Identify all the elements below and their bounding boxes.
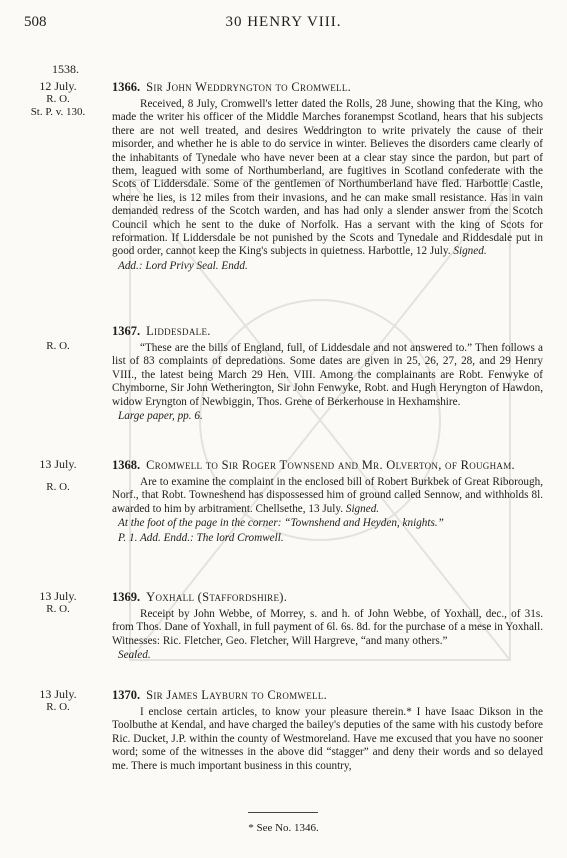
entry-text-end: Signed. bbox=[345, 502, 380, 515]
footnote: * See No. 1346. bbox=[248, 822, 319, 834]
entry-source: R. O. bbox=[46, 93, 70, 105]
entry-date: 13 July. bbox=[39, 589, 77, 603]
entry-title-text: Liddesdale. bbox=[146, 324, 211, 338]
entry-source-ref: St. P. v. 130. bbox=[30, 106, 86, 118]
entry-body bbox=[112, 688, 543, 773]
entry-text-end: Signed. bbox=[453, 245, 487, 258]
entry-title-text: Yoxhall (Staffordshire). bbox=[146, 590, 288, 604]
entry-title-text: Sir James Layburn to Cromwell. bbox=[146, 688, 328, 702]
entry-source: R. O. bbox=[46, 701, 70, 713]
year-heading: 1538. bbox=[52, 62, 79, 76]
entry-title-text: Cromwell to Sir Roger Townsend and Mr. Olverton, of Rougham. bbox=[146, 458, 515, 472]
entry-body bbox=[112, 458, 543, 545]
entry-source: R. O. bbox=[46, 481, 70, 493]
page-number: 508 bbox=[24, 14, 47, 30]
entry-margin bbox=[18, 590, 98, 616]
entry-note: Sealed. bbox=[118, 649, 151, 662]
entry-number: 1366. bbox=[112, 80, 141, 94]
entry-source: R. O. bbox=[46, 603, 70, 615]
entry-title bbox=[112, 80, 543, 95]
entry-note: Large paper, pp. 6. bbox=[118, 410, 203, 423]
entry-body bbox=[112, 590, 543, 663]
entry-margin bbox=[18, 458, 98, 494]
entry-body bbox=[112, 324, 543, 423]
entry-title-text: Sir John Weddryngton to Cromwell. bbox=[146, 80, 352, 94]
entry-margin bbox=[18, 340, 98, 353]
entry-title bbox=[112, 590, 543, 605]
entry-date: 12 July. bbox=[39, 79, 77, 93]
entry-number: 1369. bbox=[112, 590, 141, 604]
entry-title bbox=[112, 688, 543, 703]
entry-title bbox=[112, 324, 543, 339]
entry-number: 1368. bbox=[112, 458, 141, 472]
entry-number: 1367. bbox=[112, 324, 141, 338]
entry-margin bbox=[18, 80, 98, 119]
entry-title bbox=[112, 458, 543, 473]
entry-note-2: P. 1. Add. Endd.: The lord Cromwell. bbox=[118, 531, 284, 544]
footnote-rule bbox=[248, 812, 318, 813]
entry-body bbox=[112, 80, 543, 273]
entry-text: “These are the bills of England, full, of Liddesdale and not answered to.” Then follows a list of 83 complaints of depredations. Some dates are given in 25, 26, 27, 28, and 29 Henry VIII., the latest being March 29 Hen. VIII. Among the complainants are Robt. Fenwyke of Chymborne, Sir John Wetherington, Sir John Fenwyke, Robt. and Hugh Heryngton of Hawdon, widow Eryngton of Newbiggin, Thos. Grene of Berkerhouse in Hexhamshire. bbox=[112, 342, 543, 408]
entry-number: 1370. bbox=[112, 688, 141, 702]
entry-text: I enclose certain articles, to know your pleasure therein.* I have Isaac Dikson in the Toolbuthe at Kendal, and have charged the bailey's deputies of the same with his custody before Ric. Ducket, J.P. within the county of Westmoreland. Have me excused that you have no sooner word; some of the witnesses in the above did “stagger” and deny their words and so delayed me. There is much important business in this country, bbox=[112, 706, 543, 772]
running-title: 30 HENRY VIII. bbox=[225, 14, 342, 30]
entry-note: Add.: Lord Privy Seal. Endd. bbox=[118, 259, 248, 272]
entry-text: Received, 8 July, Cromwell's letter dated the Rolls, 28 June, showing that the King, who made the writer his officer of the Middle Marches foranempst Scotland, hears that his subjects there are not well treated, and desires Weddrington to write privately the cause of their misorder, and whether he is able to do service in winter. Believes the disorders came clearly of the inhabitants of Tynedale who have never been at a clear stay since the pardon, but part of them, leagued with some of Northumberland, are fugitives in Scotland confederate with the Scots of Liddersdale. Some of the gentlemen of Northumberland have fled. Harbottle Castle, where he lies, is 12 miles from their invasions, and he can make small resistance. Has in vain demanded redress of the Scotch warden, and has had only a slender answer from the Scotch Council which he sent to the duke of Norfolk. Has a servant with the king of Scots for reformation. If Liddersdale be not punished by the Scots and Tynedale and Riddesdale put in good order, cannot keep the King's subjects in quietness. Harbottle, 12 July. Signed. bbox=[112, 98, 543, 258]
page-header bbox=[24, 14, 543, 36]
entry-source: R. O. bbox=[46, 340, 70, 352]
entry-margin bbox=[18, 688, 98, 714]
entry-text: Are to examine the complaint in the enclosed bill of Robert Burkbek of Great Riborough, Norf., that Robt. Towneshend has dispossessed him of ground called Sennow, and withholds 8l. awarded to him by arbitrament. Chellsethe, 13 July. Signed. bbox=[112, 476, 543, 515]
entry-note: At the foot of the page in the corner: “Townshend and Heyden, knights.” bbox=[118, 517, 444, 530]
entry-date: 13 July. bbox=[39, 687, 77, 701]
entry-text: Receipt by John Webbe, of Morrey, s. and h. of John Webbe, of Yoxhall, dec., of 31s. from Thos. Dane of Yoxhall, in full payment of 6l. 6s. 8d. for the purchase of a mese in Yoxhall. Witnesses: Ric. Fletcher, Geo. Fletcher, Will Hargreve, “and many others.” bbox=[112, 608, 543, 647]
entry-date: 13 July. bbox=[39, 457, 77, 471]
